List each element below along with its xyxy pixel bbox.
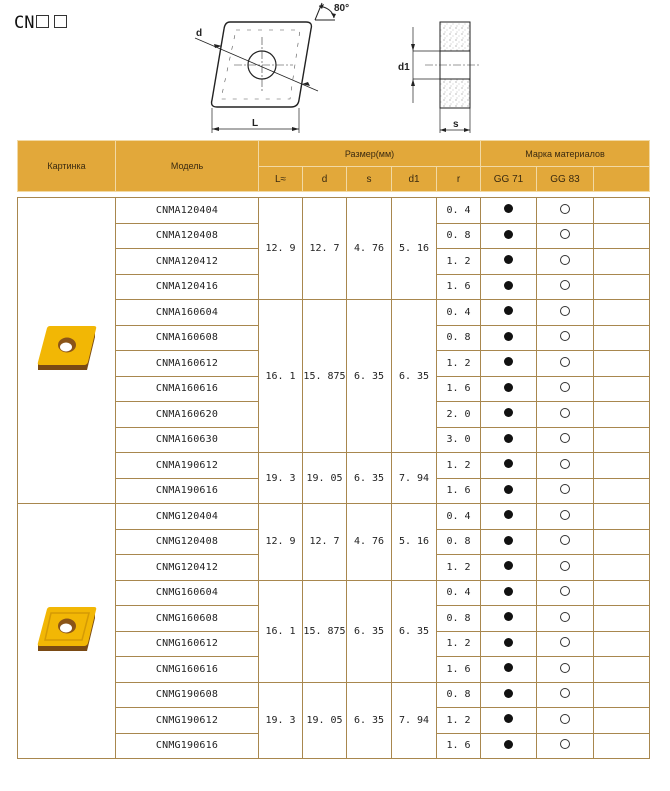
grade-empty-cell [594, 478, 650, 504]
model-cell: CNMG160604 [116, 580, 259, 606]
grade-empty-cell [594, 351, 650, 377]
grade-empty-cell [594, 631, 650, 657]
radius-cell: 0. 4 [437, 504, 481, 530]
header-grade-gg83: GG 83 [537, 167, 594, 192]
empty-circle-icon [560, 255, 570, 265]
header-grade-gg71: GG 71 [481, 167, 537, 192]
header-model: Модель [116, 141, 259, 192]
grade-empty-cell [594, 223, 650, 249]
grade-empty-cell [594, 453, 650, 479]
radius-cell: 1. 2 [437, 708, 481, 734]
model-cell: CNMA160616 [116, 376, 259, 402]
grade-gg83-cell [537, 376, 594, 402]
grade-gg83-cell [537, 427, 594, 453]
filled-circle-icon [504, 383, 513, 392]
picture-cell [18, 198, 116, 504]
filled-circle-icon [504, 587, 513, 596]
filled-circle-icon [504, 357, 513, 366]
grade-gg71-cell [481, 453, 537, 479]
insert-top-view-drawing [190, 0, 390, 140]
header-picture: Картинка [18, 141, 116, 192]
model-cell: CNMA160612 [116, 351, 259, 377]
grade-gg71-cell [481, 376, 537, 402]
grade-gg71-cell [481, 733, 537, 759]
header-grade-empty [594, 167, 650, 192]
grade-empty-cell [594, 249, 650, 275]
empty-circle-icon [560, 433, 570, 443]
radius-cell: 1. 2 [437, 453, 481, 479]
filled-circle-icon [504, 459, 513, 468]
filled-circle-icon [504, 536, 513, 545]
radius-cell: 1. 6 [437, 478, 481, 504]
grade-gg71-cell [481, 657, 537, 683]
grade-gg71-cell [481, 580, 537, 606]
grade-gg83-cell [537, 733, 594, 759]
model-cell: CNMG120412 [116, 555, 259, 581]
empty-circle-icon [560, 229, 570, 239]
size-s-cell: 6. 35 [347, 453, 392, 504]
model-cell: CNMA120412 [116, 249, 259, 275]
angle-label: 80° [334, 3, 350, 14]
radius-cell: 0. 8 [437, 606, 481, 632]
size-L-cell: 19. 3 [259, 682, 303, 759]
grade-gg83-cell [537, 529, 594, 555]
empty-circle-icon [560, 688, 570, 698]
filled-circle-icon [504, 740, 513, 749]
model-cell: CNMG190612 [116, 708, 259, 734]
radius-cell: 1. 6 [437, 274, 481, 300]
filled-circle-icon [504, 306, 513, 315]
grade-empty-cell [594, 529, 650, 555]
grade-gg83-cell [537, 708, 594, 734]
radius-cell: 1. 6 [437, 376, 481, 402]
filled-circle-icon [504, 714, 513, 723]
model-cell: CNMA160620 [116, 402, 259, 428]
grade-empty-cell [594, 708, 650, 734]
grade-gg71-cell [481, 198, 537, 224]
grade-gg71-cell [481, 325, 537, 351]
model-cell: CNMG160612 [116, 631, 259, 657]
header-size-group: Размер(мм) [259, 141, 481, 167]
grade-gg71-cell [481, 555, 537, 581]
grade-gg71-cell [481, 351, 537, 377]
radius-cell: 0. 4 [437, 300, 481, 326]
filled-circle-icon [504, 612, 513, 621]
model-cell: CNMA160630 [116, 427, 259, 453]
grade-empty-cell [594, 682, 650, 708]
grade-gg83-cell [537, 351, 594, 377]
grade-gg83-cell [537, 606, 594, 632]
grade-gg83-cell [537, 223, 594, 249]
model-cell: CNMG190608 [116, 682, 259, 708]
grade-gg83-cell [537, 555, 594, 581]
filled-circle-icon [504, 434, 513, 443]
radius-cell: 1. 2 [437, 555, 481, 581]
grade-empty-cell [594, 657, 650, 683]
empty-circle-icon [560, 204, 570, 214]
grade-gg83-cell [537, 504, 594, 530]
cnmg-insert-image [35, 605, 99, 655]
radius-cell: 1. 6 [437, 657, 481, 683]
model-cell: CNMA190612 [116, 453, 259, 479]
grade-gg83-cell [537, 631, 594, 657]
size-L-cell: 12. 9 [259, 504, 303, 581]
empty-circle-icon [560, 714, 570, 724]
header-s: s [347, 167, 392, 192]
empty-circle-icon [560, 331, 570, 341]
radius-cell: 1. 2 [437, 631, 481, 657]
placeholder-box-icon [36, 15, 49, 28]
model-cell: CNMA190616 [116, 478, 259, 504]
filled-circle-icon [504, 204, 513, 213]
model-cell: CNMA120404 [116, 198, 259, 224]
grade-gg83-cell [537, 274, 594, 300]
model-cell: CNMA160608 [116, 325, 259, 351]
grade-gg71-cell [481, 300, 537, 326]
grade-empty-cell [594, 580, 650, 606]
empty-circle-icon [560, 280, 570, 290]
grade-gg83-cell [537, 249, 594, 275]
radius-cell: 1. 6 [437, 733, 481, 759]
angle-80-icon [315, 3, 349, 20]
grade-empty-cell [594, 504, 650, 530]
empty-circle-icon [560, 535, 570, 545]
s-label: s [453, 119, 459, 130]
header-material-group: Марка материалов [481, 141, 650, 167]
grade-gg71-cell [481, 478, 537, 504]
filled-circle-icon [504, 255, 513, 264]
empty-circle-icon [560, 510, 570, 520]
filled-circle-icon [504, 332, 513, 341]
empty-circle-icon [560, 663, 570, 673]
grade-gg83-cell [537, 478, 594, 504]
grade-gg71-cell [481, 631, 537, 657]
grade-gg71-cell [481, 402, 537, 428]
grade-gg71-cell [481, 504, 537, 530]
empty-circle-icon [560, 637, 570, 647]
size-L-cell: 16. 1 [259, 580, 303, 682]
header-d1: d1 [392, 167, 437, 192]
model-cell: CNMG160608 [116, 606, 259, 632]
table-row [18, 198, 650, 224]
placeholder-box-icon [54, 15, 67, 28]
model-cell: CNMG120408 [116, 529, 259, 555]
radius-cell: 1. 2 [437, 249, 481, 275]
model-cell: CNMG190616 [116, 733, 259, 759]
radius-cell: 0. 8 [437, 529, 481, 555]
grade-gg83-cell [537, 453, 594, 479]
size-L-cell: 12. 9 [259, 198, 303, 300]
grade-empty-cell [594, 555, 650, 581]
radius-cell: 0. 8 [437, 682, 481, 708]
size-d-cell: 15. 875 [303, 580, 347, 682]
size-d-cell: 15. 875 [303, 300, 347, 453]
filled-circle-icon [504, 408, 513, 417]
model-cell: CNMG120404 [116, 504, 259, 530]
grade-empty-cell [594, 300, 650, 326]
size-d-cell: 19. 05 [303, 453, 347, 504]
title-text: CN [14, 13, 35, 33]
grade-gg83-cell [537, 682, 594, 708]
grade-empty-cell [594, 402, 650, 428]
radius-cell: 0. 4 [437, 198, 481, 224]
grade-empty-cell [594, 274, 650, 300]
empty-circle-icon [560, 382, 570, 392]
grade-empty-cell [594, 198, 650, 224]
insert-side-view-drawing [395, 15, 495, 140]
grade-gg71-cell [481, 529, 537, 555]
grade-empty-cell [594, 606, 650, 632]
header-r: r [437, 167, 481, 192]
size-s-cell: 6. 35 [347, 682, 392, 759]
empty-circle-icon [560, 561, 570, 571]
insert-table [17, 197, 650, 759]
radius-cell: 1. 2 [437, 351, 481, 377]
header-d: d [303, 167, 347, 192]
size-L-cell: 16. 1 [259, 300, 303, 453]
table-header [17, 140, 650, 192]
grade-gg71-cell [481, 708, 537, 734]
filled-circle-icon [504, 510, 513, 519]
radius-cell: 0. 8 [437, 325, 481, 351]
filled-circle-icon [504, 230, 513, 239]
size-d-cell: 12. 7 [303, 504, 347, 581]
empty-circle-icon [560, 739, 570, 749]
filled-circle-icon [504, 663, 513, 672]
empty-circle-icon [560, 612, 570, 622]
grade-gg71-cell [481, 606, 537, 632]
grade-gg83-cell [537, 300, 594, 326]
radius-cell: 3. 0 [437, 427, 481, 453]
grade-gg71-cell [481, 223, 537, 249]
size-s-cell: 6. 35 [347, 580, 392, 682]
size-d1-cell: 7. 94 [392, 682, 437, 759]
header-L: L≈ [259, 167, 303, 192]
filled-circle-icon [504, 689, 513, 698]
grade-gg83-cell [537, 325, 594, 351]
cnma-insert-image [35, 324, 99, 374]
size-d1-cell: 6. 35 [392, 580, 437, 682]
size-d-cell: 12. 7 [303, 198, 347, 300]
size-d1-cell: 7. 94 [392, 453, 437, 504]
empty-circle-icon [560, 459, 570, 469]
size-d1-cell: 5. 16 [392, 504, 437, 581]
empty-circle-icon [560, 357, 570, 367]
size-d-cell: 19. 05 [303, 682, 347, 759]
size-s-cell: 4. 76 [347, 504, 392, 581]
grade-gg71-cell [481, 274, 537, 300]
grade-gg83-cell [537, 198, 594, 224]
filled-circle-icon [504, 561, 513, 570]
page-title [14, 13, 67, 33]
model-cell: CNMA160604 [116, 300, 259, 326]
radius-cell: 0. 4 [437, 580, 481, 606]
grade-gg83-cell [537, 402, 594, 428]
grade-gg83-cell [537, 657, 594, 683]
grade-empty-cell [594, 325, 650, 351]
radius-cell: 0. 8 [437, 223, 481, 249]
empty-circle-icon [560, 408, 570, 418]
model-cell: CNMG160616 [116, 657, 259, 683]
d1-label: d1 [398, 62, 410, 73]
model-cell: CNMA120416 [116, 274, 259, 300]
grade-gg71-cell [481, 682, 537, 708]
size-s-cell: 6. 35 [347, 300, 392, 453]
filled-circle-icon [504, 485, 513, 494]
size-d1-cell: 6. 35 [392, 300, 437, 453]
grade-empty-cell [594, 376, 650, 402]
size-d1-cell: 5. 16 [392, 198, 437, 300]
grade-empty-cell [594, 427, 650, 453]
grade-gg71-cell [481, 427, 537, 453]
grade-gg83-cell [537, 580, 594, 606]
model-cell: CNMA120408 [116, 223, 259, 249]
table-row [18, 504, 650, 530]
size-L-cell: 19. 3 [259, 453, 303, 504]
filled-circle-icon [504, 281, 513, 290]
size-s-cell: 4. 76 [347, 198, 392, 300]
filled-circle-icon [504, 638, 513, 647]
empty-circle-icon [560, 484, 570, 494]
empty-circle-icon [560, 586, 570, 596]
L-label: L [252, 118, 259, 129]
picture-cell [18, 504, 116, 759]
grade-empty-cell [594, 733, 650, 759]
radius-cell: 2. 0 [437, 402, 481, 428]
grade-gg71-cell [481, 249, 537, 275]
d-label: d [196, 28, 203, 39]
empty-circle-icon [560, 306, 570, 316]
